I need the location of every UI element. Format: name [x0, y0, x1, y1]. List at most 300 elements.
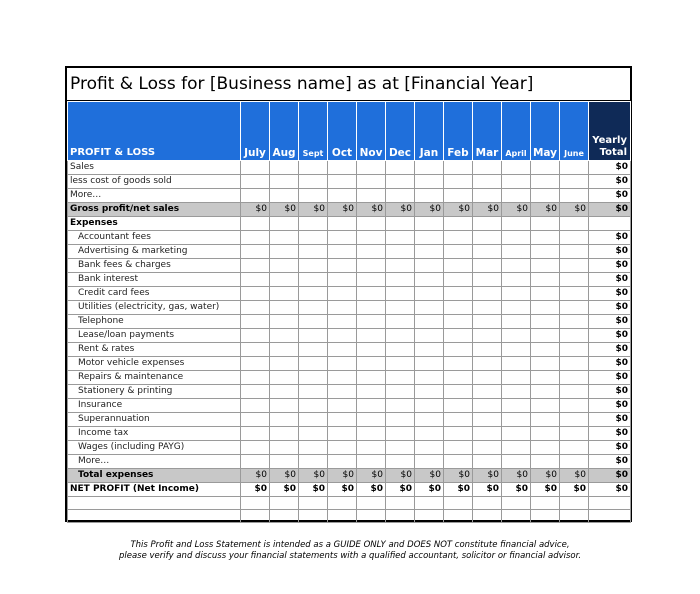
blank-row-nov-cell[interactable] [357, 510, 386, 523]
gross-profit-row-aug-cell[interactable]: $0 [270, 203, 299, 217]
expense-row-oct-cell[interactable] [328, 245, 357, 259]
expense-row-oct-cell[interactable] [328, 301, 357, 315]
net-profit-row-june-cell[interactable]: $0 [560, 483, 589, 497]
expense-row-feb-cell[interactable] [444, 287, 473, 301]
cogs-row-nov-cell[interactable] [357, 175, 386, 189]
expense-row-nov-cell[interactable] [357, 245, 386, 259]
expenses-heading-row-mar-cell[interactable] [473, 217, 502, 231]
sales-row-jan-cell[interactable] [415, 161, 444, 175]
cogs-row-mar-cell[interactable] [473, 175, 502, 189]
expense-row-june-cell[interactable] [560, 231, 589, 245]
blank-row-april-cell[interactable] [502, 497, 531, 510]
expense-row-sept-cell[interactable] [299, 371, 328, 385]
expense-row-feb-cell[interactable] [444, 315, 473, 329]
expense-row-mar-cell[interactable] [473, 301, 502, 315]
expense-row-jan-cell[interactable] [415, 399, 444, 413]
more-income-row-feb-cell[interactable] [444, 189, 473, 203]
expense-row-mar-cell[interactable] [473, 399, 502, 413]
blank-row-april-cell[interactable] [502, 510, 531, 523]
expense-row-may-cell[interactable] [531, 245, 560, 259]
expense-row-aug-cell[interactable] [270, 427, 299, 441]
more-income-row-oct-cell[interactable] [328, 189, 357, 203]
expense-row-oct-cell[interactable] [328, 329, 357, 343]
expense-row-june-cell[interactable] [560, 399, 589, 413]
expense-row-sept-cell[interactable] [299, 427, 328, 441]
expense-row-june-cell[interactable] [560, 357, 589, 371]
expense-row-sept-cell[interactable] [299, 399, 328, 413]
expense-row-oct-cell[interactable] [328, 427, 357, 441]
more-income-row-sept-cell[interactable] [299, 189, 328, 203]
expense-row-nov-cell[interactable] [357, 455, 386, 469]
cogs-row-july-cell[interactable] [241, 175, 270, 189]
expense-row-sept-cell[interactable] [299, 385, 328, 399]
expense-row-aug-cell[interactable] [270, 413, 299, 427]
expense-row-sept-cell[interactable] [299, 455, 328, 469]
expense-row-feb-cell[interactable] [444, 343, 473, 357]
net-profit-row-oct-cell[interactable]: $0 [328, 483, 357, 497]
blank-row-may-cell[interactable] [531, 497, 560, 510]
cogs-row-dec-cell[interactable] [386, 175, 415, 189]
expense-row-may-cell[interactable] [531, 343, 560, 357]
expense-row-dec-cell[interactable] [386, 427, 415, 441]
expense-row-july-cell[interactable] [241, 315, 270, 329]
expense-row-may-cell[interactable] [531, 287, 560, 301]
expense-row-yearly-total[interactable]: $0 [589, 329, 631, 343]
blank-row-aug-cell[interactable] [270, 510, 299, 523]
expense-row-feb-cell[interactable] [444, 371, 473, 385]
expense-row-may-cell[interactable] [531, 357, 560, 371]
expense-row-sept-cell[interactable] [299, 245, 328, 259]
expense-row-jan-cell[interactable] [415, 343, 444, 357]
expense-row-may-cell[interactable] [531, 259, 560, 273]
blank-row-sept-cell[interactable] [299, 510, 328, 523]
cogs-row-sept-cell[interactable] [299, 175, 328, 189]
expense-row-april-cell[interactable] [502, 259, 531, 273]
expense-row-june-cell[interactable] [560, 385, 589, 399]
more-income-row-jan-cell[interactable] [415, 189, 444, 203]
expense-row-jan-cell[interactable] [415, 231, 444, 245]
expense-row-oct-cell[interactable] [328, 259, 357, 273]
expense-row-dec-cell[interactable] [386, 455, 415, 469]
expense-row-dec-cell[interactable] [386, 343, 415, 357]
expense-row-april-cell[interactable] [502, 287, 531, 301]
expense-row-yearly-total[interactable]: $0 [589, 357, 631, 371]
total-expenses-row-april-cell[interactable]: $0 [502, 469, 531, 483]
expense-row-dec-cell[interactable] [386, 315, 415, 329]
expense-row-mar-cell[interactable] [473, 329, 502, 343]
expense-row-may-cell[interactable] [531, 231, 560, 245]
expense-row-jan-cell[interactable] [415, 301, 444, 315]
expense-row-july-cell[interactable] [241, 357, 270, 371]
cogs-row-june-cell[interactable] [560, 175, 589, 189]
expense-row-oct-cell[interactable] [328, 343, 357, 357]
expense-row-july-cell[interactable] [241, 287, 270, 301]
expense-row-may-cell[interactable] [531, 301, 560, 315]
more-income-row-july-cell[interactable] [241, 189, 270, 203]
expense-row-feb-cell[interactable] [444, 245, 473, 259]
expense-row-april-cell[interactable] [502, 315, 531, 329]
expense-row-july-cell[interactable] [241, 399, 270, 413]
expenses-heading-row-nov-cell[interactable] [357, 217, 386, 231]
blank-row-june-cell[interactable] [560, 510, 589, 523]
expense-row-yearly-total[interactable]: $0 [589, 455, 631, 469]
expense-row-nov-cell[interactable] [357, 399, 386, 413]
expense-row-april-cell[interactable] [502, 399, 531, 413]
gross-profit-row-july-cell[interactable]: $0 [241, 203, 270, 217]
sales-row-feb-cell[interactable] [444, 161, 473, 175]
blank-row-mar-cell[interactable] [473, 510, 502, 523]
sales-row-yearly-total[interactable]: $0 [589, 161, 631, 175]
expense-row-oct-cell[interactable] [328, 371, 357, 385]
expense-row-mar-cell[interactable] [473, 371, 502, 385]
expense-row-nov-cell[interactable] [357, 343, 386, 357]
expense-row-jan-cell[interactable] [415, 413, 444, 427]
expense-row-june-cell[interactable] [560, 343, 589, 357]
expense-row-oct-cell[interactable] [328, 399, 357, 413]
expense-row-sept-cell[interactable] [299, 315, 328, 329]
gross-profit-row-sept-cell[interactable]: $0 [299, 203, 328, 217]
gross-profit-row-dec-cell[interactable]: $0 [386, 203, 415, 217]
blank-row-mar-cell[interactable] [473, 497, 502, 510]
expense-row-mar-cell[interactable] [473, 343, 502, 357]
expense-row-dec-cell[interactable] [386, 301, 415, 315]
cogs-row-feb-cell[interactable] [444, 175, 473, 189]
expense-row-july-cell[interactable] [241, 413, 270, 427]
cogs-row-oct-cell[interactable] [328, 175, 357, 189]
expense-row-feb-cell[interactable] [444, 441, 473, 455]
gross-profit-row-jan-cell[interactable]: $0 [415, 203, 444, 217]
cogs-row-april-cell[interactable] [502, 175, 531, 189]
total-expenses-row-june-cell[interactable]: $0 [560, 469, 589, 483]
expense-row-feb-cell[interactable] [444, 329, 473, 343]
expense-row-nov-cell[interactable] [357, 413, 386, 427]
net-profit-row-nov-cell[interactable]: $0 [357, 483, 386, 497]
expense-row-june-cell[interactable] [560, 245, 589, 259]
expense-row-july-cell[interactable] [241, 455, 270, 469]
expense-row-dec-cell[interactable] [386, 231, 415, 245]
expense-row-april-cell[interactable] [502, 413, 531, 427]
expense-row-mar-cell[interactable] [473, 273, 502, 287]
total-expenses-row-jan-cell[interactable]: $0 [415, 469, 444, 483]
total-expenses-row-oct-cell[interactable]: $0 [328, 469, 357, 483]
expense-row-aug-cell[interactable] [270, 399, 299, 413]
expense-row-mar-cell[interactable] [473, 315, 502, 329]
expense-row-oct-cell[interactable] [328, 315, 357, 329]
cogs-row-aug-cell[interactable] [270, 175, 299, 189]
expense-row-may-cell[interactable] [531, 441, 560, 455]
expense-row-april-cell[interactable] [502, 427, 531, 441]
expense-row-yearly-total[interactable]: $0 [589, 413, 631, 427]
expense-row-oct-cell[interactable] [328, 455, 357, 469]
expense-row-oct-cell[interactable] [328, 231, 357, 245]
expense-row-feb-cell[interactable] [444, 455, 473, 469]
expense-row-june-cell[interactable] [560, 371, 589, 385]
expense-row-june-cell[interactable] [560, 413, 589, 427]
more-income-row-aug-cell[interactable] [270, 189, 299, 203]
expense-row-july-cell[interactable] [241, 273, 270, 287]
expense-row-dec-cell[interactable] [386, 385, 415, 399]
expense-row-jan-cell[interactable] [415, 287, 444, 301]
expense-row-yearly-total[interactable]: $0 [589, 273, 631, 287]
expense-row-nov-cell[interactable] [357, 315, 386, 329]
blank-row-yearly-total[interactable] [589, 510, 631, 523]
expense-row-june-cell[interactable] [560, 287, 589, 301]
net-profit-row-may-cell[interactable]: $0 [531, 483, 560, 497]
expense-row-oct-cell[interactable] [328, 441, 357, 455]
expense-row-april-cell[interactable] [502, 455, 531, 469]
expenses-heading-row-jan-cell[interactable] [415, 217, 444, 231]
expense-row-jan-cell[interactable] [415, 371, 444, 385]
expense-row-april-cell[interactable] [502, 301, 531, 315]
net-profit-row-feb-cell[interactable]: $0 [444, 483, 473, 497]
expense-row-aug-cell[interactable] [270, 259, 299, 273]
expense-row-jan-cell[interactable] [415, 357, 444, 371]
expense-row-nov-cell[interactable] [357, 357, 386, 371]
blank-row-june-cell[interactable] [560, 497, 589, 510]
gross-profit-row-april-cell[interactable]: $0 [502, 203, 531, 217]
blank-row-may-cell[interactable] [531, 510, 560, 523]
gross-profit-row-yearly-total[interactable]: $0 [589, 203, 631, 217]
cogs-row-yearly-total[interactable]: $0 [589, 175, 631, 189]
expense-row-june-cell[interactable] [560, 329, 589, 343]
expense-row-yearly-total[interactable]: $0 [589, 399, 631, 413]
expense-row-may-cell[interactable] [531, 329, 560, 343]
expense-row-mar-cell[interactable] [473, 427, 502, 441]
expense-row-july-cell[interactable] [241, 259, 270, 273]
total-expenses-row-may-cell[interactable]: $0 [531, 469, 560, 483]
expense-row-yearly-total[interactable]: $0 [589, 371, 631, 385]
expense-row-sept-cell[interactable] [299, 357, 328, 371]
expense-row-aug-cell[interactable] [270, 315, 299, 329]
expense-row-jan-cell[interactable] [415, 259, 444, 273]
expense-row-aug-cell[interactable] [270, 301, 299, 315]
cogs-row-jan-cell[interactable] [415, 175, 444, 189]
expense-row-mar-cell[interactable] [473, 357, 502, 371]
expense-row-june-cell[interactable] [560, 441, 589, 455]
expense-row-yearly-total[interactable]: $0 [589, 427, 631, 441]
expense-row-feb-cell[interactable] [444, 427, 473, 441]
expense-row-feb-cell[interactable] [444, 231, 473, 245]
expense-row-feb-cell[interactable] [444, 259, 473, 273]
expense-row-dec-cell[interactable] [386, 413, 415, 427]
more-income-row-mar-cell[interactable] [473, 189, 502, 203]
blank-row-nov-cell[interactable] [357, 497, 386, 510]
expense-row-july-cell[interactable] [241, 231, 270, 245]
sales-row-dec-cell[interactable] [386, 161, 415, 175]
sales-row-nov-cell[interactable] [357, 161, 386, 175]
blank-row-aug-cell[interactable] [270, 497, 299, 510]
expense-row-july-cell[interactable] [241, 371, 270, 385]
expense-row-sept-cell[interactable] [299, 259, 328, 273]
expense-row-oct-cell[interactable] [328, 413, 357, 427]
expenses-heading-row-yearly-total[interactable] [589, 217, 631, 231]
expense-row-july-cell[interactable] [241, 343, 270, 357]
expense-row-dec-cell[interactable] [386, 245, 415, 259]
expense-row-mar-cell[interactable] [473, 231, 502, 245]
total-expenses-row-mar-cell[interactable]: $0 [473, 469, 502, 483]
gross-profit-row-june-cell[interactable]: $0 [560, 203, 589, 217]
expense-row-mar-cell[interactable] [473, 259, 502, 273]
sales-row-july-cell[interactable] [241, 161, 270, 175]
expense-row-jan-cell[interactable] [415, 315, 444, 329]
expense-row-feb-cell[interactable] [444, 385, 473, 399]
expense-row-yearly-total[interactable]: $0 [589, 385, 631, 399]
blank-row-dec-cell[interactable] [386, 497, 415, 510]
expense-row-dec-cell[interactable] [386, 357, 415, 371]
blank-row-july-cell[interactable] [241, 497, 270, 510]
expense-row-june-cell[interactable] [560, 427, 589, 441]
net-profit-row-jan-cell[interactable]: $0 [415, 483, 444, 497]
expense-row-yearly-total[interactable]: $0 [589, 301, 631, 315]
expense-row-oct-cell[interactable] [328, 273, 357, 287]
expense-row-nov-cell[interactable] [357, 301, 386, 315]
expense-row-may-cell[interactable] [531, 385, 560, 399]
sales-row-oct-cell[interactable] [328, 161, 357, 175]
expense-row-feb-cell[interactable] [444, 301, 473, 315]
expense-row-april-cell[interactable] [502, 357, 531, 371]
expense-row-aug-cell[interactable] [270, 231, 299, 245]
expense-row-july-cell[interactable] [241, 245, 270, 259]
expense-row-nov-cell[interactable] [357, 259, 386, 273]
net-profit-row-aug-cell[interactable]: $0 [270, 483, 299, 497]
expense-row-sept-cell[interactable] [299, 329, 328, 343]
sales-row-aug-cell[interactable] [270, 161, 299, 175]
expense-row-aug-cell[interactable] [270, 441, 299, 455]
expense-row-nov-cell[interactable] [357, 329, 386, 343]
total-expenses-row-dec-cell[interactable]: $0 [386, 469, 415, 483]
total-expenses-row-july-cell[interactable]: $0 [241, 469, 270, 483]
expense-row-may-cell[interactable] [531, 455, 560, 469]
expense-row-feb-cell[interactable] [444, 357, 473, 371]
expense-row-feb-cell[interactable] [444, 413, 473, 427]
expense-row-april-cell[interactable] [502, 343, 531, 357]
expense-row-yearly-total[interactable]: $0 [589, 259, 631, 273]
blank-row-sept-cell[interactable] [299, 497, 328, 510]
expense-row-june-cell[interactable] [560, 315, 589, 329]
more-income-row-june-cell[interactable] [560, 189, 589, 203]
expenses-heading-row-feb-cell[interactable] [444, 217, 473, 231]
total-expenses-row-aug-cell[interactable]: $0 [270, 469, 299, 483]
net-profit-row-july-cell[interactable]: $0 [241, 483, 270, 497]
expense-row-yearly-total[interactable]: $0 [589, 441, 631, 455]
expense-row-july-cell[interactable] [241, 427, 270, 441]
expense-row-mar-cell[interactable] [473, 245, 502, 259]
expense-row-jan-cell[interactable] [415, 455, 444, 469]
expenses-heading-row-dec-cell[interactable] [386, 217, 415, 231]
expense-row-june-cell[interactable] [560, 259, 589, 273]
expense-row-jan-cell[interactable] [415, 245, 444, 259]
sales-row-mar-cell[interactable] [473, 161, 502, 175]
expense-row-aug-cell[interactable] [270, 371, 299, 385]
expense-row-dec-cell[interactable] [386, 329, 415, 343]
expense-row-july-cell[interactable] [241, 329, 270, 343]
gross-profit-row-nov-cell[interactable]: $0 [357, 203, 386, 217]
expense-row-sept-cell[interactable] [299, 273, 328, 287]
expense-row-april-cell[interactable] [502, 329, 531, 343]
expense-row-jan-cell[interactable] [415, 441, 444, 455]
expense-row-april-cell[interactable] [502, 371, 531, 385]
expense-row-june-cell[interactable] [560, 273, 589, 287]
expense-row-aug-cell[interactable] [270, 329, 299, 343]
expenses-heading-row-june-cell[interactable] [560, 217, 589, 231]
total-expenses-row-feb-cell[interactable]: $0 [444, 469, 473, 483]
expense-row-sept-cell[interactable] [299, 287, 328, 301]
more-income-row-may-cell[interactable] [531, 189, 560, 203]
expense-row-may-cell[interactable] [531, 273, 560, 287]
net-profit-row-mar-cell[interactable]: $0 [473, 483, 502, 497]
expense-row-yearly-total[interactable]: $0 [589, 315, 631, 329]
expense-row-april-cell[interactable] [502, 385, 531, 399]
total-expenses-row-nov-cell[interactable]: $0 [357, 469, 386, 483]
sheet-title[interactable]: Profit & Loss for [Business name] as at [Financial Year] [67, 68, 630, 101]
expense-row-feb-cell[interactable] [444, 399, 473, 413]
blank-row-july-cell[interactable] [241, 510, 270, 523]
expense-row-feb-cell[interactable] [444, 273, 473, 287]
expense-row-mar-cell[interactable] [473, 455, 502, 469]
expense-row-dec-cell[interactable] [386, 441, 415, 455]
expense-row-aug-cell[interactable] [270, 245, 299, 259]
expense-row-oct-cell[interactable] [328, 357, 357, 371]
expense-row-nov-cell[interactable] [357, 371, 386, 385]
blank-row-oct-cell[interactable] [328, 497, 357, 510]
expense-row-april-cell[interactable] [502, 245, 531, 259]
expense-row-mar-cell[interactable] [473, 385, 502, 399]
total-expenses-row-sept-cell[interactable]: $0 [299, 469, 328, 483]
expense-row-sept-cell[interactable] [299, 343, 328, 357]
expense-row-may-cell[interactable] [531, 413, 560, 427]
blank-row-yearly-total[interactable] [589, 497, 631, 510]
expense-row-sept-cell[interactable] [299, 301, 328, 315]
sales-row-june-cell[interactable] [560, 161, 589, 175]
expense-row-april-cell[interactable] [502, 441, 531, 455]
expense-row-aug-cell[interactable] [270, 343, 299, 357]
expense-row-dec-cell[interactable] [386, 371, 415, 385]
expenses-heading-row-april-cell[interactable] [502, 217, 531, 231]
expense-row-june-cell[interactable] [560, 455, 589, 469]
expense-row-april-cell[interactable] [502, 273, 531, 287]
expense-row-nov-cell[interactable] [357, 231, 386, 245]
expense-row-jan-cell[interactable] [415, 427, 444, 441]
gross-profit-row-oct-cell[interactable]: $0 [328, 203, 357, 217]
expenses-heading-row-july-cell[interactable] [241, 217, 270, 231]
more-income-row-yearly-total[interactable]: $0 [589, 189, 631, 203]
cogs-row-may-cell[interactable] [531, 175, 560, 189]
expense-row-aug-cell[interactable] [270, 385, 299, 399]
expenses-heading-row-may-cell[interactable] [531, 217, 560, 231]
expense-row-july-cell[interactable] [241, 385, 270, 399]
expense-row-july-cell[interactable] [241, 441, 270, 455]
expenses-heading-row-oct-cell[interactable] [328, 217, 357, 231]
sales-row-april-cell[interactable] [502, 161, 531, 175]
expense-row-june-cell[interactable] [560, 301, 589, 315]
expense-row-nov-cell[interactable] [357, 273, 386, 287]
blank-row-jan-cell[interactable] [415, 497, 444, 510]
expense-row-jan-cell[interactable] [415, 385, 444, 399]
sales-row-may-cell[interactable] [531, 161, 560, 175]
net-profit-row-sept-cell[interactable]: $0 [299, 483, 328, 497]
expense-row-july-cell[interactable] [241, 301, 270, 315]
expense-row-aug-cell[interactable] [270, 357, 299, 371]
expense-row-mar-cell[interactable] [473, 441, 502, 455]
expense-row-dec-cell[interactable] [386, 399, 415, 413]
expense-row-mar-cell[interactable] [473, 287, 502, 301]
expense-row-aug-cell[interactable] [270, 273, 299, 287]
expense-row-sept-cell[interactable] [299, 413, 328, 427]
gross-profit-row-feb-cell[interactable]: $0 [444, 203, 473, 217]
sales-row-sept-cell[interactable] [299, 161, 328, 175]
expense-row-may-cell[interactable] [531, 371, 560, 385]
expense-row-nov-cell[interactable] [357, 441, 386, 455]
